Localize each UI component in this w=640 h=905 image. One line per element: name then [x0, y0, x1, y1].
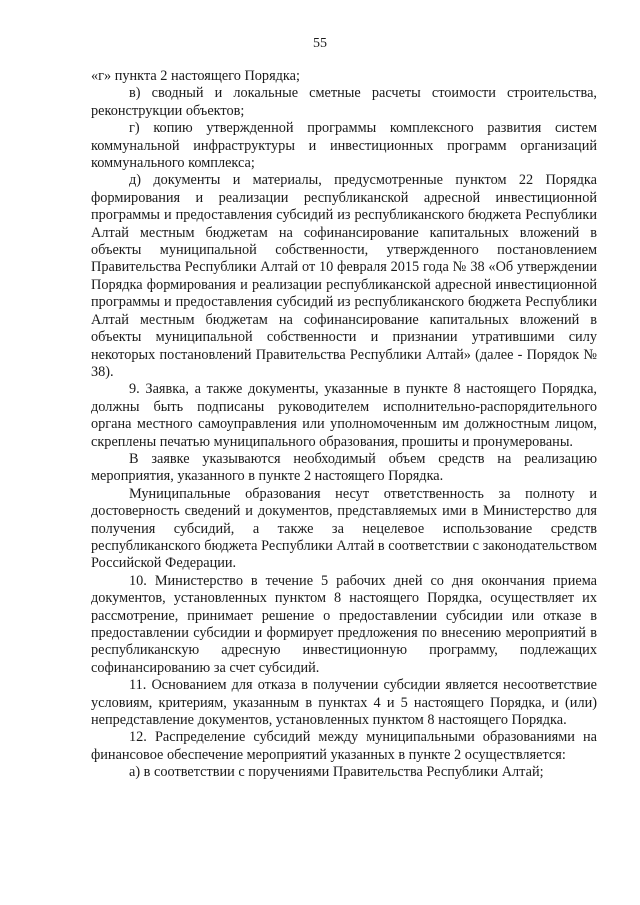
- paragraph-clause-12: 12. Распределение субсидий между муниципальными образованиями на финансовое обеспечение мероприятий указанных в пункте 2 осуществляется:: [91, 729, 597, 763]
- paragraph-clause-10: 10. Министерство в течение 5 рабочих дней со дня окончания приема документов, установленных пунктом 8 настоящего Порядка, осуществляет их рассмотрение, принимает решение о предоставлении субсидии или отказе в предоставлении субсидии и формирует предложения по внесению мероприятий в республиканскую адресную инвестиционную программу, подлежащих софинансированию за счет субсидий.: [91, 572, 597, 676]
- paragraph-clause-9: 9. Заявка, а также документы, указанные в пункте 8 настоящего Порядка, должны быть подписаны руководителем исполнительно-распорядительного органа местного самоуправления или уполномоченным им должностным лицом, скреплены печатью муниципального образования, прошиты и пронумерованы.: [91, 381, 597, 450]
- paragraph-item-g: г) копию утвержденной программы комплексного развития систем коммунальной инфраструктуры и инвестиционных программ организаций коммунального комплекса;: [91, 120, 597, 172]
- paragraph-clause-11: 11. Основанием для отказа в получении субсидии является несоответствие условиям, критериям, указанным в пунктах 4 и 5 настоящего Порядка, и (или) непредставление документов, установленных пунктом 8 настоящего Порядка.: [91, 677, 597, 729]
- paragraph-item-v: в) сводный и локальные сметные расчеты стоимости строительства, реконструкции объектов;: [91, 85, 597, 119]
- paragraph-item-a: а) в соответствии с поручениями Правительства Республики Алтай;: [129, 764, 544, 781]
- paragraph-application-volume: В заявке указываются необходимый объем средств на реализацию мероприятия, указанного в пункте 2 настоящего Порядка.: [91, 450, 597, 485]
- paragraph-item-d: д) документы и материалы, предусмотренные пунктом 22 Порядка формирования и реализации республиканской адресной инвестиционной программы и предоставления субсидий из республиканского бюджета Республики Алтай местным бюджетам на софинансирование капитальных вложений в объекты муниципальной собственности, утвержденного постановлением Правительства Республики Алтай от 10 февраля 2015 года № 38 «Об утверждении Порядка формирования и реализации республиканской адресной инвестиционной программы и предоставления субсидий из республиканского бюджета Республики Алтай местным бюджетам на софинансирование капитальных вложений в объекты муниципальной собственности и признании утратившими силу некоторых постановлений Правительства Республики Алтай» (далее - Порядок № 38).: [91, 172, 597, 380]
- paragraph-responsibility: Муниципальные образования несут ответственность за полноту и достоверность сведений и документов, представляемых ими в Министерство для получения субсидий, а также за нецелевое использование средств республиканского бюджета Республики Алтай в соответствии с законодательством Российской Федерации.: [91, 485, 597, 572]
- paragraph-continuation: «г» пункта 2 настоящего Порядка;: [91, 68, 300, 84]
- page-number: 55: [313, 36, 327, 51]
- document-body: [91, 68, 597, 782]
